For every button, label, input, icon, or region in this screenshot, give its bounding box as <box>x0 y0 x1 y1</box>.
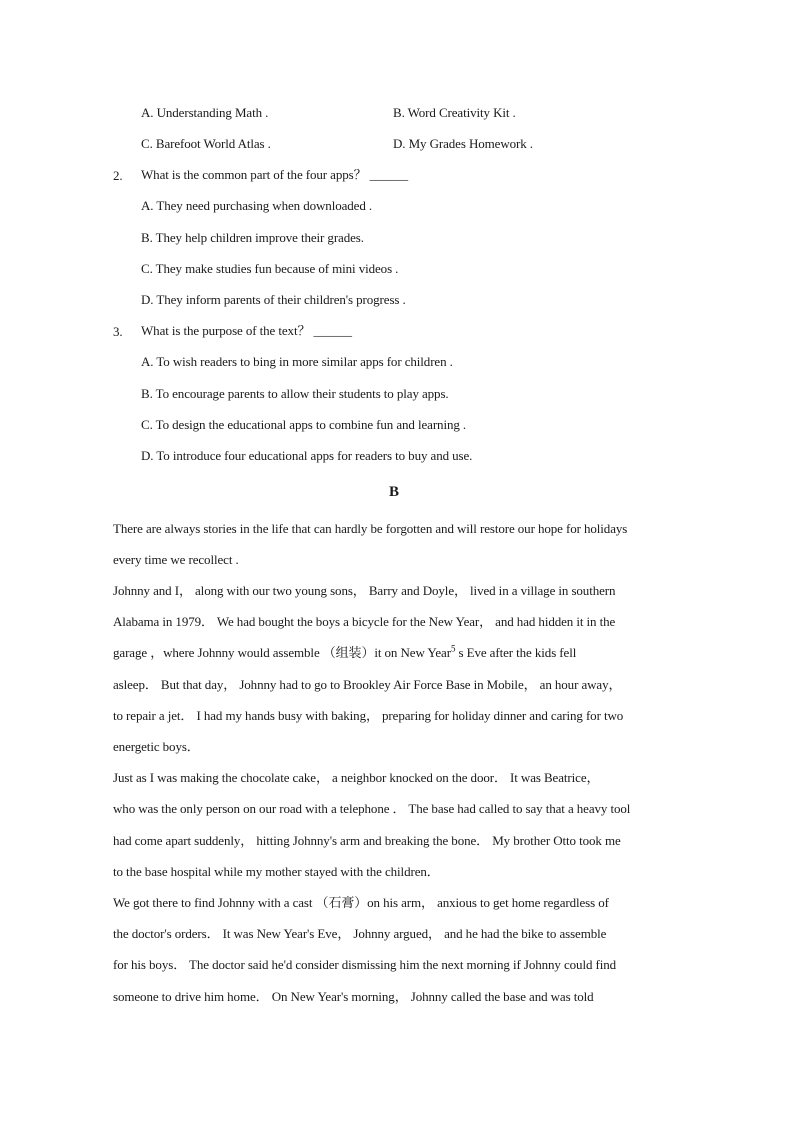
passage-line: the doctor's orders． It was New Year's Eve， Johnny argued， and he had the bike to assemble <box>113 926 607 941</box>
q3-stem: What is the purpose of the text？ ______ <box>141 323 352 338</box>
passage-line: There are always stories in the life that can hardly be forgotten and will restore our hope for holidays <box>113 521 628 536</box>
q3-option-b: B. To encourage parents to allow their students to play apps. <box>141 386 449 401</box>
q1-option-a: A. Understanding Math . <box>141 105 269 120</box>
passage-line: to repair a jet． I had my hands busy with baking， preparing for holiday dinner and caring for two <box>113 708 624 723</box>
passage-line: someone to drive him home． On New Year's morning， Johnny called the base and was told <box>113 989 594 1004</box>
passage-line: to the base hospital while my mother stayed with the children． <box>113 864 440 879</box>
passage-line: asleep． But that day， Johnny had to go to Brookley Air Force Base in Mobile， an hour away， <box>113 677 622 692</box>
passage-line: Johnny and I， along with our two young sons， Barry and Doyle， lived in a village in southern <box>113 583 616 598</box>
q2-stem: What is the common part of the four apps？ ______ <box>141 167 409 182</box>
q2-option-b: B. They help children improve their grades. <box>141 230 364 245</box>
passage-line: every time we recollect . <box>113 552 239 567</box>
passage-line: who was the only person on our road with a telephone ． The base had called to say that a heavy tool <box>113 801 631 816</box>
q2-number: 2. <box>113 168 123 183</box>
q1-option-b: B. Word Creativity Kit . <box>393 105 516 120</box>
q1-option-c: C. Barefoot World Atlas . <box>141 136 271 151</box>
passage-text: s Eve after the kids fell <box>458 645 577 660</box>
q2-option-d: D. They inform parents of their children's progress . <box>141 292 406 307</box>
q1-option-d: D. My Grades Homework . <box>393 136 533 151</box>
q2-option-c: C. They make studies fun because of mini videos . <box>141 261 399 276</box>
passage-line: We got there to find Johnny with a cast （石膏）on his arm， anxious to get home regardless of <box>113 895 609 910</box>
section-heading: B <box>389 484 400 500</box>
passage-line: energetic boys． <box>113 739 200 754</box>
superscript-mark: 5 <box>450 643 456 654</box>
q2-option-a: A. They need purchasing when downloaded . <box>141 198 373 213</box>
q3-option-c: C. To design the educational apps to combine fun and learning . <box>141 417 467 432</box>
passage-text: garage ，where Johnny would assemble （组装）it on New Year <box>113 645 451 660</box>
passage-line: Just as I was making the chocolate cake， a neighbor knocked on the door． It was Beatrice， <box>113 770 600 785</box>
q3-number: 3. <box>113 324 123 339</box>
passage-line: had come apart suddenly， hitting Johnny's arm and breaking the bone． My brother Otto took me <box>113 833 621 848</box>
passage-line <box>113 644 576 662</box>
q3-option-d: D. To introduce four educational apps for readers to buy and use. <box>141 448 473 463</box>
q3-option-a: A. To wish readers to bing in more similar apps for children . <box>141 354 453 369</box>
passage-line: for his boys． The doctor said he'd consider dismissing him the next morning if Johnny could find <box>113 957 617 972</box>
passage-line: Alabama in 1979． We had bought the boys a bicycle for the New Year， and had hidden it in the <box>113 614 616 629</box>
